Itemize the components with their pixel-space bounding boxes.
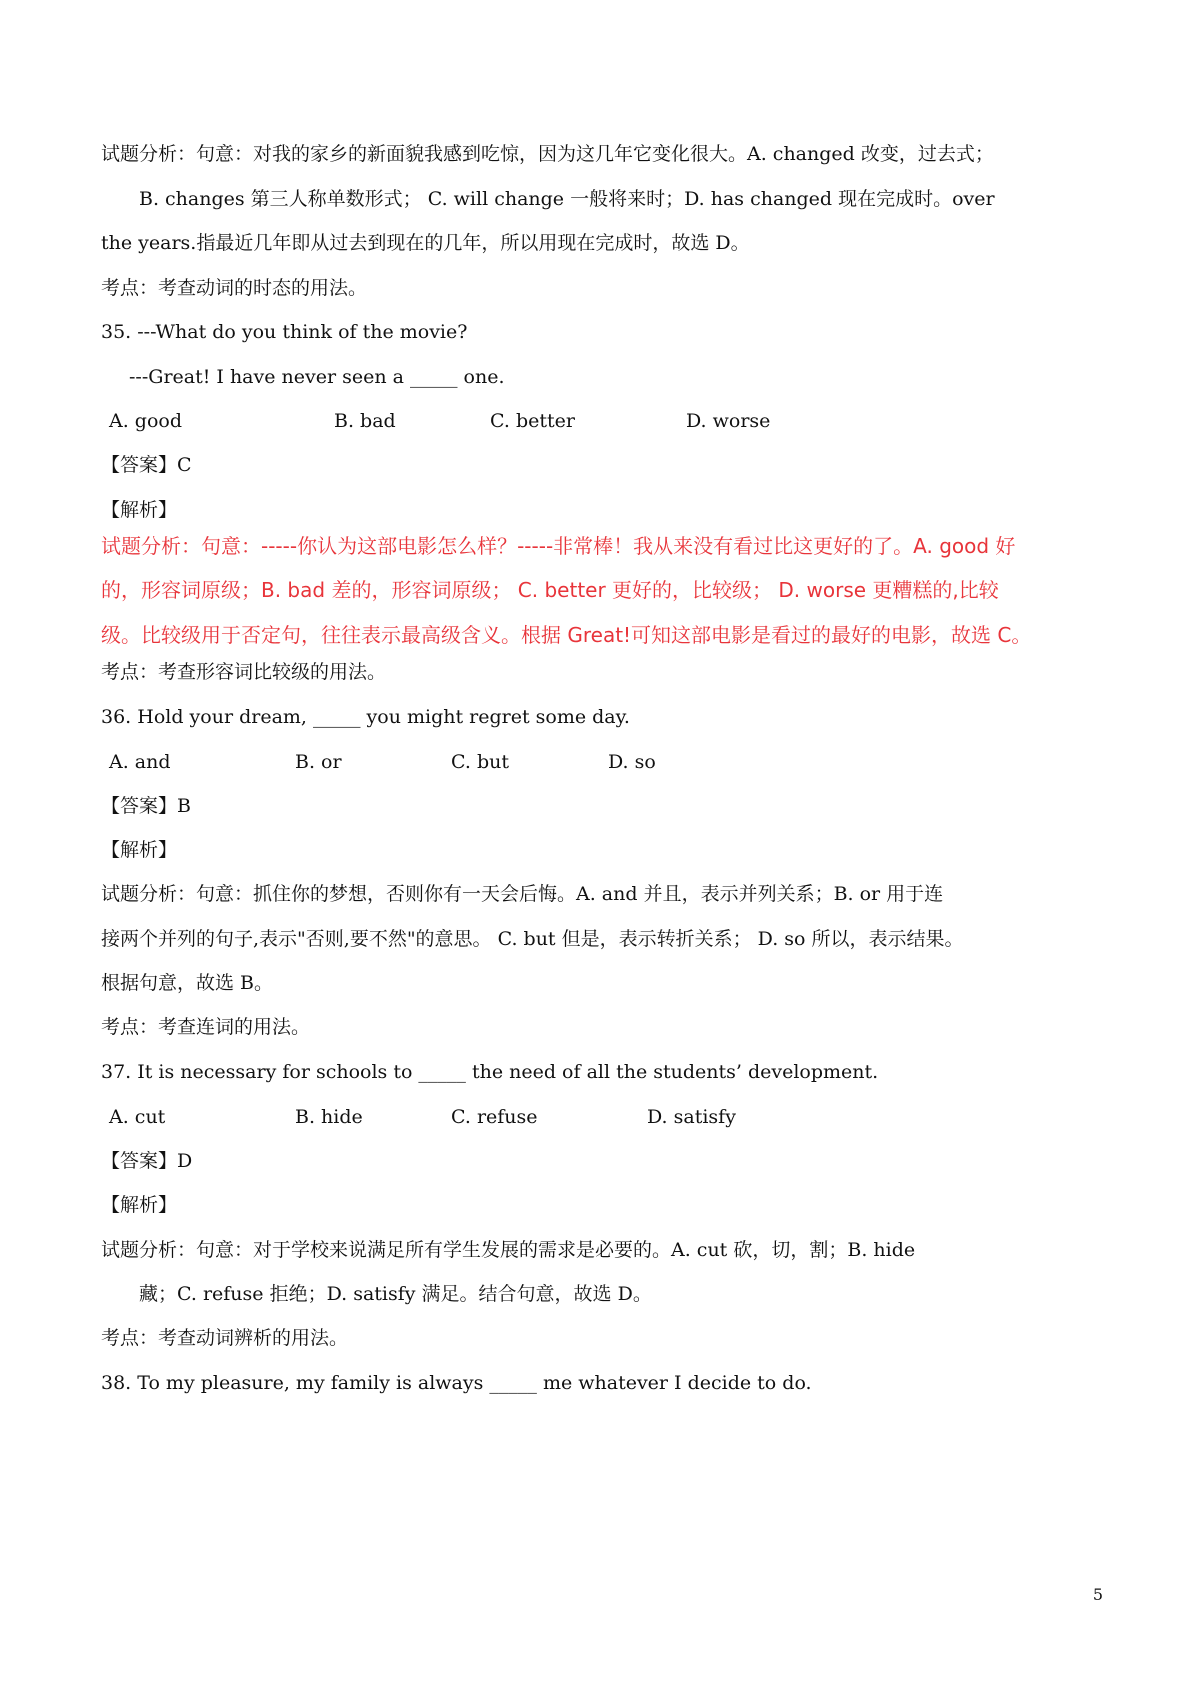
q37-analysis-line: 试题分析：句意：对于学校来说满足所有学生发展的需求是必要的。A. cut 砍，切，割；B. hide [101,1239,916,1261]
q35-stem-reply: ---Great! I have never seen a _____ one. [129,366,505,388]
q36-analysis-line: 根据句意，故选 B。 [101,972,274,994]
q35-analysis-line: 的，形容词原级；B. bad 差的，形容词原级； C. better 更好的，比较级； D. worse 更糟糕的,比较 [101,578,999,602]
q36-analysis-line: 试题分析：句意：抓住你的梦想，否则你有一天会后悔。A. and 并且，表示并列关系；B. or 用于连 [101,883,944,905]
q36-stem: 36. Hold your dream, _____ you might regret some day. [101,706,630,728]
q37-option-a: A. cut [109,1106,166,1128]
q35-analysis-label: 【解析】 [101,499,178,521]
q37-option-d: D. satisfy [647,1106,736,1128]
q37-option-b: B. hide [295,1106,363,1128]
q36-answer: 【答案】B [101,795,191,817]
q38-stem: 38. To my pleasure, my family is always _____ me whatever I decide to do. [101,1372,812,1394]
q37-analysis-label: 【解析】 [101,1194,178,1216]
q35-stem: 35. ---What do you think of the movie? [101,321,468,343]
q34-analysis-line: B. changes 第三人称单数形式； C. will change 一般将来时；D. has changed 现在完成时。over [139,188,995,210]
q36-analysis-label: 【解析】 [101,839,178,861]
q36-option-c: C. but [451,751,509,773]
q34-point: 考点：考查动词的时态的用法。 [101,277,368,299]
q35-analysis-line: 级。比较级用于否定句，往往表示最高级含义。根据 Great!可知这部电影是看过的最好的电影，故选 C。 [101,623,1032,647]
q35-answer: 【答案】C [101,454,192,476]
q37-answer: 【答案】D [101,1150,193,1172]
q34-analysis-line: 试题分析：句意：对我的家乡的新面貌我感到吃惊，因为这几年它变化很大。A. changed 改变，过去式； [101,143,994,165]
q35-analysis-line: 试题分析：句意：-----你认为这部电影怎么样？-----非常棒！我从来没有看过比这更好的了。A. good 好 [101,534,1016,558]
q35-option-d: D. worse [686,410,771,432]
page-number: 5 [1092,1585,1103,1604]
q35-option-c: C. better [490,410,575,432]
q35-point: 考点：考查形容词比较级的用法。 [101,661,387,683]
q37-point: 考点：考查动词辨析的用法。 [101,1327,349,1349]
q36-option-b: B. or [295,751,342,773]
q37-option-c: C. refuse [451,1106,538,1128]
q36-option-d: D. so [608,751,656,773]
q36-point: 考点：考查连词的用法。 [101,1016,311,1038]
q35-option-b: B. bad [334,410,396,432]
q36-option-a: A. and [109,751,171,773]
q35-option-a: A. good [109,410,183,432]
q37-analysis-line: 藏；C. refuse 拒绝；D. satisfy 满足。结合句意，故选 D。 [139,1283,652,1305]
q37-stem: 37. It is necessary for schools to _____ the need of all the students’ development. [101,1061,879,1083]
q34-analysis-line: the years.指最近几年即从过去到现在的几年，所以用现在完成时，故选 D。 [101,232,750,254]
q36-analysis-line: 接两个并列的句子,表示"否则,要不然"的意思。 C. but 但是，表示转折关系； D. so 所以，表示结果。 [101,928,964,950]
